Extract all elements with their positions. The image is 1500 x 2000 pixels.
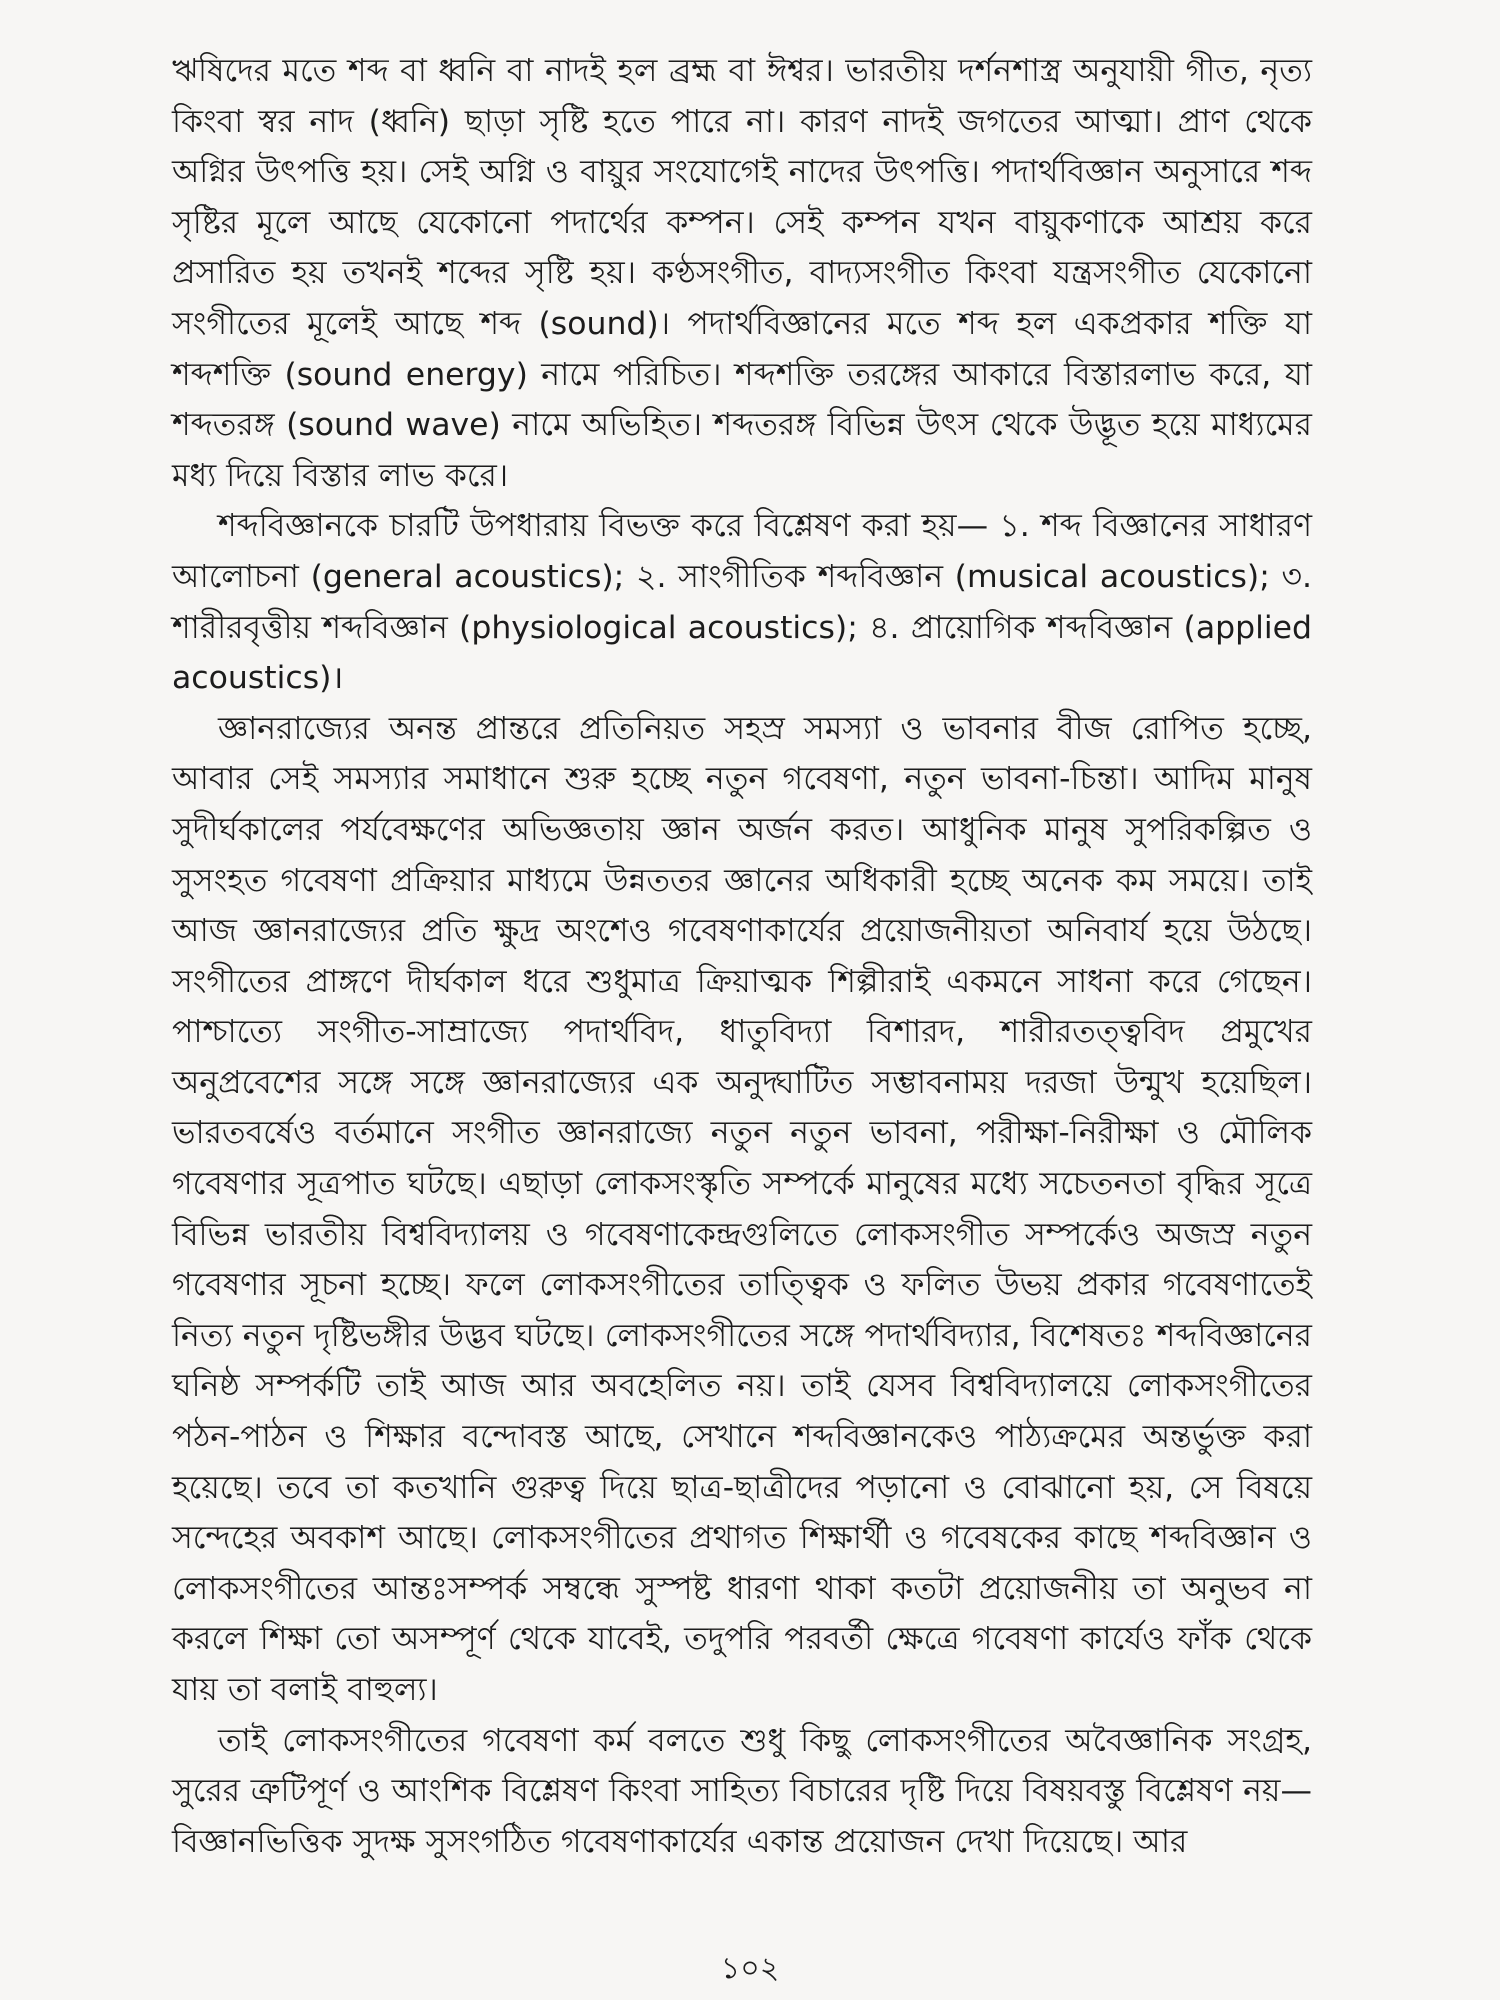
- paragraph-folk-music-research: তাই লোকসংগীতের গবেষণা কর্ম বলতে শুধু কিছু লোকসংগীতের অবৈজ্ঞানিক সংগ্রহ, সুরের ত্রুটিপূর্ণ ও আংশিক বিশ্লেষণ কিংবা সাহিত্য বিচারের দৃষ্টি দিয়ে বিষয়বস্তু বিশ্লেষণ নয়—বিজ্ঞানভিত্তিক সুদক্ষ সুসংগঠিত গবেষণাকার্যের একান্ত প্রয়োজন দেখা দিয়েছে। আর: [172, 1722, 1312, 1860]
- paragraph-sound-physics: ঋষিদের মতে শব্দ বা ধ্বনি বা নাদই হল ব্রহ্ম বা ঈশ্বর। ভারতীয় দর্শনশাস্ত্র অনুযায়ী গীত, নৃত্য কিংবা স্বর নাদ (ধ্বনি) ছাড়া সৃষ্টি হতে পারে না। কারণ নাদই জগতের আত্মা। প্রাণ থেকে অগ্নির উৎপত্তি হয়। সেই অগ্নি ও বায়ুর সংযোগেই নাদের উৎপত্তি। পদার্থবিজ্ঞান অনুসারে শব্দ সৃষ্টির মূলে আছে যেকোনো পদার্থের কম্পন। সেই কম্পন যখন বায়ুকণাকে আশ্রয় করে প্রসারিত হয় তখনই শব্দের সৃষ্টি হয়। কণ্ঠসংগীত, বাদ্যসংগীত কিংবা যন্ত্রসংগীত যেকোনো সংগীতের মূলেই আছে শব্দ (sound)। পদার্থবিজ্ঞানের মতে শব্দ হল একপ্রকার শক্তি যা শব্দশক্তি (sound energy) নামে পরিচিত। শব্দশক্তি তরঙ্গের আকারে বিস্তারলাভ করে, যা শব্দতরঙ্গ (sound wave) নামে অভিহিত। শব্দতরঙ্গ বিভিন্ন উৎস থেকে উদ্ভূত হয়ে মাধ্যমের মধ্য দিয়ে বিস্তার লাভ করে।: [172, 53, 1312, 494]
- paragraph-research-knowledge: জ্ঞানরাজ্যের অনন্ত প্রান্তরে প্রতিনিয়ত সহস্র সমস্যা ও ভাবনার বীজ রোপিত হচ্ছে, আবার সেই সমস্যার সমাধানে শুরু হচ্ছে নতুন গবেষণা, নতুন ভাবনা-চিন্তা। আদিম মানুষ সুদীর্ঘকালের পর্যবেক্ষণের অভিজ্ঞতায় জ্ঞান অর্জন করত। আধুনিক মানুষ সুপরিকল্পিত ও সুসংহত গবেষণা প্রক্রিয়ার মাধ্যমে উন্নততর জ্ঞানের অধিকারী হচ্ছে অনেক কম সময়ে। তাই আজ জ্ঞানরাজ্যের প্রতি ক্ষুদ্র অংশেও গবেষণাকার্যের প্রয়োজনীয়তা অনিবার্য হয়ে উঠছে। সংগীতের প্রাঙ্গণে দীর্ঘকাল ধরে শুধুমাত্র ক্রিয়াত্মক শিল্পীরাই একমনে সাধনা করে গেছেন। পাশ্চাত্যে সংগীত-সাম্রাজ্যে পদার্থবিদ, ধাতুবিদ্যা বিশারদ, শারীরতত্ত্ববিদ প্রমুখের অনুপ্রবেশের সঙ্গে সঙ্গে জ্ঞানরাজ্যের এক অনুদ্ঘাটিত সম্ভাবনাময় দরজা উন্মুখ হয়েছিল। ভারতবর্ষেও বর্তমানে সংগীত জ্ঞানরাজ্যে নতুন নতুন ভাবনা, পরীক্ষা-নিরীক্ষা ও মৌলিক গবেষণার সূত্রপাত ঘটছে। এছাড়া লোকসংস্কৃতি সম্পর্কে মানুষের মধ্যে সচেতনতা বৃদ্ধির সূত্রে বিভিন্ন ভারতীয় বিশ্ববিদ্যালয় ও গবেষণাকেন্দ্রগুলিতে লোকসংগীত সম্পর্কেও অজস্র নতুন গবেষণার সূচনা হচ্ছে। ফলে লোকসংগীতের তাত্ত্বিক ও ফলিত উভয় প্রকার গবেষণাতেই নিত্য নতুন দৃষ্টিভঙ্গীর উদ্ভব ঘটছে। লোকসংগীতের সঙ্গে পদার্থবিদ্যার, বিশেষতঃ শব্দবিজ্ঞানের ঘনিষ্ঠ সম্পর্কটি তাই আজ আর অবহেলিত নয়। তাই যেসব বিশ্ববিদ্যালয়ে লোকসংগীতের পঠন-পাঠন ও শিক্ষার বন্দোবস্ত আছে, সেখানে শব্দবিজ্ঞানকেও পাঠ্যক্রমের অন্তর্ভুক্ত করা হয়েছে। তবে তা কতখানি গুরুত্ব দিয়ে ছাত্র-ছাত্রীদের পড়ানো ও বোঝানো হয়, সে বিষয়ে সন্দেহের অবকাশ আছে। লোকসংগীতের প্রথাগত শিক্ষার্থী ও গবেষকের কাছে শব্দবিজ্ঞান ও লোকসংগীতের আন্তঃসম্পর্ক সম্বন্ধে সুস্পষ্ট ধারণা থাকা কতটা প্রয়োজনীয় তা অনুভব না করলে শিক্ষা তো অসম্পূর্ণ থেকে যাবেই, তদুপরি পরবর্তী ক্ষেত্রে গবেষণা কার্যেও ফাঁক থেকে যায় তা বলাই বাহুল্য।: [172, 710, 1312, 1708]
- page-number: ১০২: [720, 1951, 780, 1986]
- paragraph-acoustics-branches: শব্দবিজ্ঞানকে চারটি উপধারায় বিভক্ত করে বিশ্লেষণ করা হয়— ১. শব্দ বিজ্ঞানের সাধারণ আলোচনা (general acoustics); ২. সাংগীতিক শব্দবিজ্ঞান (musical acoustics); ৩. শারীরবৃত্তীয় শব্দবিজ্ঞান (physiological acoustics); ৪. প্রায়োগিক শব্দবিজ্ঞান (applied acoustics)।: [172, 508, 1312, 697]
- body-text: [172, 46, 1312, 1867]
